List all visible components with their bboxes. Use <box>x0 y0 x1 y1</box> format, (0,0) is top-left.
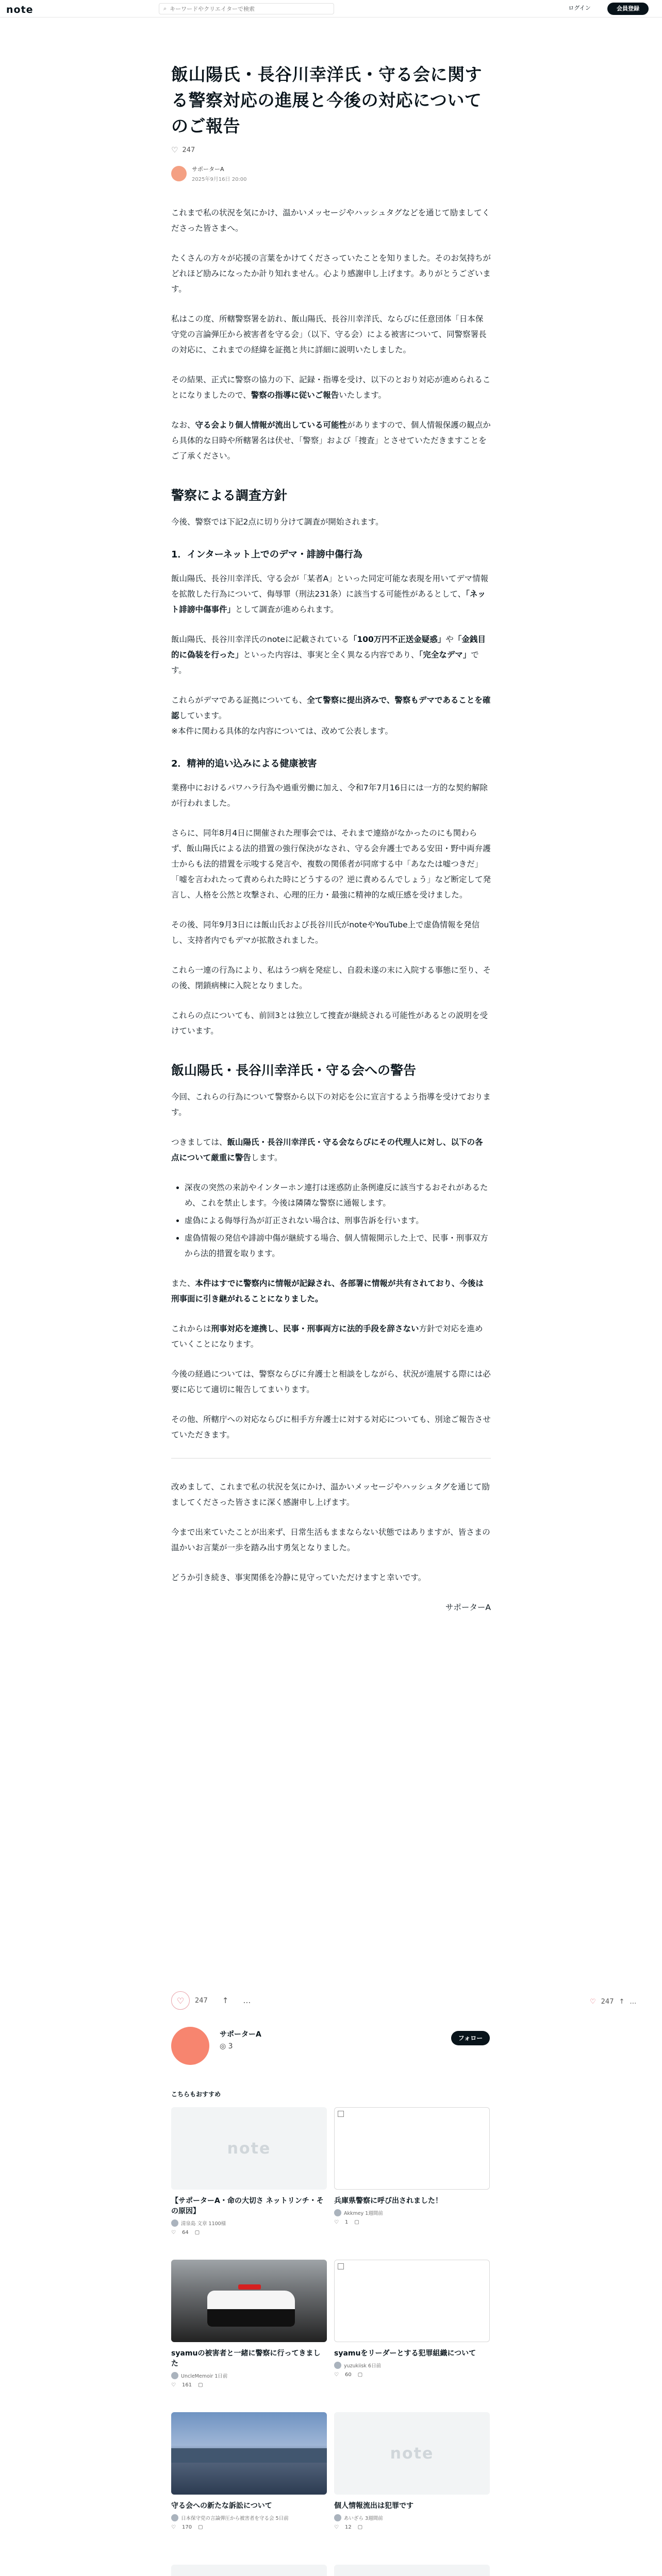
comment-icon[interactable]: ▢ <box>354 2219 359 2225</box>
bold-text: 「金銭目的に偽装を行った」 <box>171 635 486 659</box>
heart-icon[interactable]: ♡ <box>334 2372 339 2378</box>
bold-text: 「100万円不正送金疑惑」 <box>349 635 446 644</box>
text: や <box>445 635 454 644</box>
card-meta <box>171 2514 327 2521</box>
card-thumbnail[interactable] <box>171 2565 327 2576</box>
text: なお、 <box>171 420 195 430</box>
paragraph: これらの点についても、前回3とは独立して捜査が継続される可能性があるとの説明を受けています。 <box>171 1011 488 1036</box>
card-thumbnail[interactable] <box>171 2107 327 2190</box>
card-thumbnail[interactable] <box>334 2107 490 2190</box>
text: です。 <box>171 650 479 675</box>
comment-icon[interactable]: ▢ <box>357 2524 363 2530</box>
text: これらがデマである証拠についても、 <box>171 696 307 705</box>
creator-avatar[interactable] <box>171 2027 209 2065</box>
comment-icon[interactable]: ▢ <box>198 2382 203 2388</box>
paragraph <box>171 632 491 678</box>
top-header <box>0 0 662 18</box>
heart-icon[interactable]: ♡ <box>171 145 178 155</box>
text: これからは <box>171 1324 211 1333</box>
paragraph <box>171 692 491 723</box>
card-thumbnail[interactable] <box>171 2260 327 2342</box>
paragraph: これまで私の状況を気にかけ、温かいメッセージやハッシュタグなどを通じて励ましてくださった皆さまへ。 <box>171 208 490 233</box>
card-author[interactable]: あいざら 3週間前 <box>344 2516 383 2521</box>
card-meta <box>334 2514 490 2521</box>
author-row[interactable] <box>171 165 491 182</box>
bold-text: 全て警察に提出済みで、警察もデマであることを確認 <box>171 696 491 720</box>
author-avatar[interactable] <box>171 2219 178 2227</box>
divider <box>171 1458 491 1459</box>
author-avatar[interactable] <box>334 2209 341 2216</box>
bold-text: 本件はすでに警察内に情報が記録され、各部署に情報が共有されており、今後は刑事面に引き継がれることになりました。 <box>171 1279 484 1303</box>
recommend-heading: こちらもおすすめ <box>171 2091 221 2098</box>
siren-lights <box>238 2284 261 2290</box>
like-count: 247 <box>195 1996 208 2005</box>
creator-name[interactable]: サポーターA <box>220 2030 261 2039</box>
paragraph: どうか引き続き、事実関係を冷静に見守っていただけますと幸いです。 <box>171 1573 426 1582</box>
paragraph <box>171 372 491 403</box>
heart-icon: ♡ <box>176 1995 185 2006</box>
paragraph: 業務中におけるパワハラ行為や過重労働に加え、令和7年7月16日には一方的な契約解除が行われました。 <box>171 783 488 808</box>
card-author[interactable]: yuzukiisk 6日前 <box>344 2363 381 2369</box>
recommend-card[interactable] <box>171 2107 327 2235</box>
heart-icon[interactable]: ♡ <box>590 1998 596 2006</box>
text: します。 <box>251 1153 283 1162</box>
article-actions <box>171 1993 491 2008</box>
bold-text: 「ネット誹謗中傷事件」 <box>171 589 486 614</box>
text: いたします。 <box>339 391 386 400</box>
paragraph <box>171 1134 491 1165</box>
list-item: • 虚偽による侮辱行為が訂正されない場合は、刑事告訴を行います。 <box>185 1213 491 1228</box>
card-meta <box>171 2372 327 2379</box>
heart-icon[interactable]: ♡ <box>334 2219 339 2225</box>
card-author[interactable]: Akkmey 1週間前 <box>344 2211 383 2216</box>
heart-icon[interactable]: ♡ <box>334 2524 339 2530</box>
note-logo[interactable]: note <box>6 4 34 15</box>
article-like-count: 247 <box>182 146 195 154</box>
share-icon[interactable]: ↑ <box>619 1998 625 2006</box>
paragraph: 今後の経過については、警察ならびに弁護士と相談をしながら、状況が進展する際には必要に応じて適切に報告してまいります。 <box>171 1369 491 1394</box>
card-author[interactable]: 清泉島 文章 1100様 <box>181 2221 226 2227</box>
article-title: 飯山陽氏・長谷川幸洋氏・守る会に関する警察対応の進展と今後の対応についてのご報告 <box>171 64 482 136</box>
side-actions <box>590 1998 641 2006</box>
text: 方針で対応を進めていくことになります。 <box>171 1324 483 1349</box>
paragraph: 今まで出来ていたことが出来ず、日常生活もままならない状態ではありますが、皆さまの温かいお言葉が一歩を踏み出す勇気となりました。 <box>171 1528 490 1552</box>
subsection-heading: 2．精神的追い込みによる健康被害 <box>171 758 317 769</box>
city-photo <box>171 2412 327 2495</box>
recommend-card[interactable] <box>334 2565 490 2576</box>
search-icon: ⌕ <box>163 5 167 12</box>
paragraph <box>171 1276 491 1307</box>
paragraph <box>171 417 491 464</box>
note-placeholder-logo: note <box>227 2139 271 2158</box>
paragraph: たくさんの方々が応援の言葉をかけてくださっていたことを知りました。そのお気持ちがどれほど励みになったか計り知れません。心より感謝申し上げます。ありがとうございます。 <box>171 253 491 294</box>
text: 飯山陽氏、長谷川幸洋氏のnoteに記載されている <box>171 635 349 644</box>
paragraph: 今回、これらの行為について警察から以下の対応を公に宣言するよう指導を受けております。 <box>171 1092 491 1117</box>
paragraph <box>171 1321 491 1352</box>
section-heading: 飯山陽氏・長谷川幸洋氏・守る会への警告 <box>171 1063 417 1078</box>
card-title[interactable]: syamuの被害者と一緒に警察に行ってきました <box>171 2349 321 2368</box>
recommend-card[interactable] <box>171 2565 327 2576</box>
broken-image-icon <box>338 2263 344 2269</box>
author-avatar[interactable] <box>171 2372 178 2379</box>
heart-icon[interactable]: ♡ <box>171 2524 176 2530</box>
card-like-count: 1 <box>344 2219 349 2225</box>
paragraph <box>171 571 491 617</box>
sea-band <box>171 2448 327 2463</box>
card-author[interactable]: 日本保守党の言論弾圧から被害者を守る会 5日前 <box>181 2516 289 2521</box>
card-thumbnail[interactable] <box>334 2565 490 2576</box>
recommend-card[interactable] <box>171 2412 327 2530</box>
text: その結果、正式に警察の協力の下、記録・指導を受け、以下のとおり対応が進められることになりましたので、 <box>171 375 491 400</box>
card-likes <box>171 2524 327 2530</box>
card-thumbnail[interactable] <box>171 2412 327 2495</box>
signature: サポーターA <box>445 1603 491 1612</box>
author-avatar[interactable] <box>171 2514 178 2521</box>
paragraph: 私はこの度、所轄警察署を訪れ、飯山陽氏、長谷川幸洋氏、ならびに任意団体「日本保守党の言論弾圧から被害者を守る会」（以下、守る会）による被害について、同警察署長の対応に、これまでの経緯を証拠と共に詳細に説明いたしました。 <box>171 314 487 354</box>
more-icon[interactable]: … <box>630 1998 637 2006</box>
card-like-count: 161 <box>181 2382 192 2388</box>
signup-button[interactable]: 会員登録 <box>607 3 649 15</box>
card-meta <box>171 2219 327 2227</box>
comment-icon[interactable]: ▢ <box>198 2524 203 2530</box>
note-placeholder-logo: note <box>390 2444 434 2463</box>
card-likes <box>171 2230 327 2235</box>
list-item: • 虚偽情報の発信や誹謗中傷が継続する場合、個人情報開示した上で、民事・刑事双方から法的措置を取ります。 <box>185 1230 491 1261</box>
paragraph: これら一連の行為により、私はうつ病を発症し、自殺未遂の末に入院する事態に至り、その後、閉鎖病棟に入院となりました。 <box>171 965 491 990</box>
card-like-count: 170 <box>181 2524 192 2530</box>
card-title[interactable]: 個人情報流出は犯罪です <box>334 2502 413 2510</box>
paragraph: その他、所轄庁への対応ならびに相手方弁護士に対する対応についても、別途ご報告させていただきます。 <box>171 1415 491 1439</box>
bold-text: 飯山陽氏・長谷川幸洋氏・守る会ならびにその代理人に対し、以下の各点について厳重に警告 <box>171 1138 483 1162</box>
follow-button[interactable]: フォロー <box>451 2031 490 2045</box>
card-title[interactable]: syamuをリーダーとする犯罪組織について <box>334 2349 476 2358</box>
subsection-heading: 1．インターネット上でのデマ・誹謗中傷行為 <box>171 549 362 560</box>
list-item: • 深夜の突然の来訪やインターホン連打は迷惑防止条例違反に該当するおそれがあるため、これを禁止します。今後は隣隣な警察に通報します。 <box>185 1180 491 1211</box>
author-name[interactable]: サポーターA <box>192 166 224 173</box>
recommend-card[interactable] <box>334 2412 490 2530</box>
paragraph: さらに、同年8月4日に開催された理事会では、それまで連絡がなかったのにも関わらず、飯山陽氏による法的措置の強行保決がなされ、守る会弁護士である安田・野中両弁護士からも法的措置を示唆する発言や、複数の関係者が同席する中「あなたは嘘つきだ」「嘘を言われたって責められた時にどうするの？逆に責めるんでしょう」など断定して発言し、人格を公然と攻撃され、心理的圧力・最強に精神的な威圧感を受けました。 <box>171 828 491 900</box>
search-box[interactable] <box>159 3 334 14</box>
card-like-count: 64 <box>181 2230 189 2235</box>
note-paragraph: ※本件に関わる具体的な内容については、改めて公表します。 <box>171 726 393 736</box>
text: がありますので、個人情報保護の観点から具体的な日時や所轄署名は伏せ、「警察」および「捜査」とさせていただきますことをご了承ください。 <box>171 420 491 461</box>
card-likes <box>334 2219 490 2225</box>
recommend-card[interactable] <box>334 2107 490 2225</box>
card-title[interactable]: 【サポーターA・命の大切さ ネットリンチ・その原因】 <box>171 2197 324 2215</box>
article-like-row <box>171 145 491 155</box>
card-likes <box>334 2372 490 2378</box>
bold-text: 守る会より個人情報が流出している可能性 <box>195 420 347 430</box>
creator-box <box>171 2027 491 2083</box>
author-avatar[interactable] <box>334 2514 341 2521</box>
text: つきましては、 <box>171 1138 227 1147</box>
author-avatar[interactable] <box>334 2362 341 2369</box>
warning-list <box>185 1180 491 1261</box>
search-input[interactable] <box>170 6 324 12</box>
author-meta <box>192 165 247 182</box>
card-title[interactable]: 守る会への新たな訴訟について <box>171 2502 272 2510</box>
bold-text: 「完全なデマ」 <box>419 650 471 659</box>
heart-icon[interactable]: ♡ <box>171 2382 176 2388</box>
share-icon[interactable]: ↑ <box>222 1996 229 2005</box>
text: として調査が進められます。 <box>235 605 339 614</box>
card-thumbnail[interactable] <box>334 2260 490 2342</box>
rss-icon[interactable]: ◎ 3 <box>220 2042 233 2050</box>
like-button[interactable] <box>171 1991 190 2010</box>
text: また、 <box>171 1279 195 1288</box>
paragraph: 改めまして、これまで私の状況を気にかけ、温かいメッセージやハッシュタグを通じて励ましてくださった皆さまに深く感謝申し上げます。 <box>171 1482 490 1507</box>
paragraph: 今後、警察では下記2点に切り分けて調査が開始されます。 <box>171 517 384 527</box>
card-meta <box>334 2209 490 2216</box>
bold-text: 警察の指導に従いご報告 <box>251 391 339 400</box>
text: 飯山陽氏、長谷川幸洋氏、守る会が「某者A」といった同定可能な表現を用いてデマ情報を拡散した行為について、侮辱罪（刑法231条）に該当する可能性があるとして、 <box>171 574 489 599</box>
section-heading: 警察による調査方針 <box>171 488 288 503</box>
bold-text: 刑事対応を連携し、民事・刑事両方に法的手段を辞さない <box>211 1324 419 1333</box>
text: しています。 <box>179 711 227 720</box>
card-title[interactable]: 兵庫県警察に呼び出されました！ <box>334 2197 442 2205</box>
card-meta <box>334 2362 490 2369</box>
card-thumbnail[interactable] <box>334 2412 490 2495</box>
comment-icon[interactable]: ▢ <box>357 2372 363 2378</box>
recommend-card[interactable] <box>171 2260 327 2388</box>
police-car-image <box>171 2260 327 2342</box>
card-likes <box>171 2382 327 2388</box>
heart-icon[interactable]: ♡ <box>171 2230 176 2235</box>
card-likes <box>334 2524 490 2530</box>
text: といった内容は、事実と全く異なる内容であり、 <box>243 650 419 659</box>
comment-icon[interactable]: ▢ <box>194 2230 200 2235</box>
publish-date: 2025年9月16日 20:00 <box>192 177 247 182</box>
car-shape <box>207 2291 295 2327</box>
article-body <box>171 205 491 1615</box>
side-like-count: 247 <box>601 1998 614 2006</box>
car-lower <box>207 2309 295 2327</box>
recommend-card[interactable] <box>334 2260 490 2378</box>
login-button[interactable]: ログイン <box>568 5 591 11</box>
card-like-count: 12 <box>344 2524 352 2530</box>
paragraph: その後、同年9月3日には飯山氏および長谷川氏がnoteやYouTube上で虚偽情報を発信し、支持者内でもデマが拡散されました。 <box>171 920 480 945</box>
author-avatar[interactable] <box>171 166 187 181</box>
card-like-count: 60 <box>344 2372 352 2378</box>
more-icon[interactable]: … <box>243 1996 251 2005</box>
article <box>171 62 491 1630</box>
broken-image-icon <box>338 2111 344 2117</box>
card-author[interactable]: UncleMemoir 1日前 <box>181 2374 228 2379</box>
